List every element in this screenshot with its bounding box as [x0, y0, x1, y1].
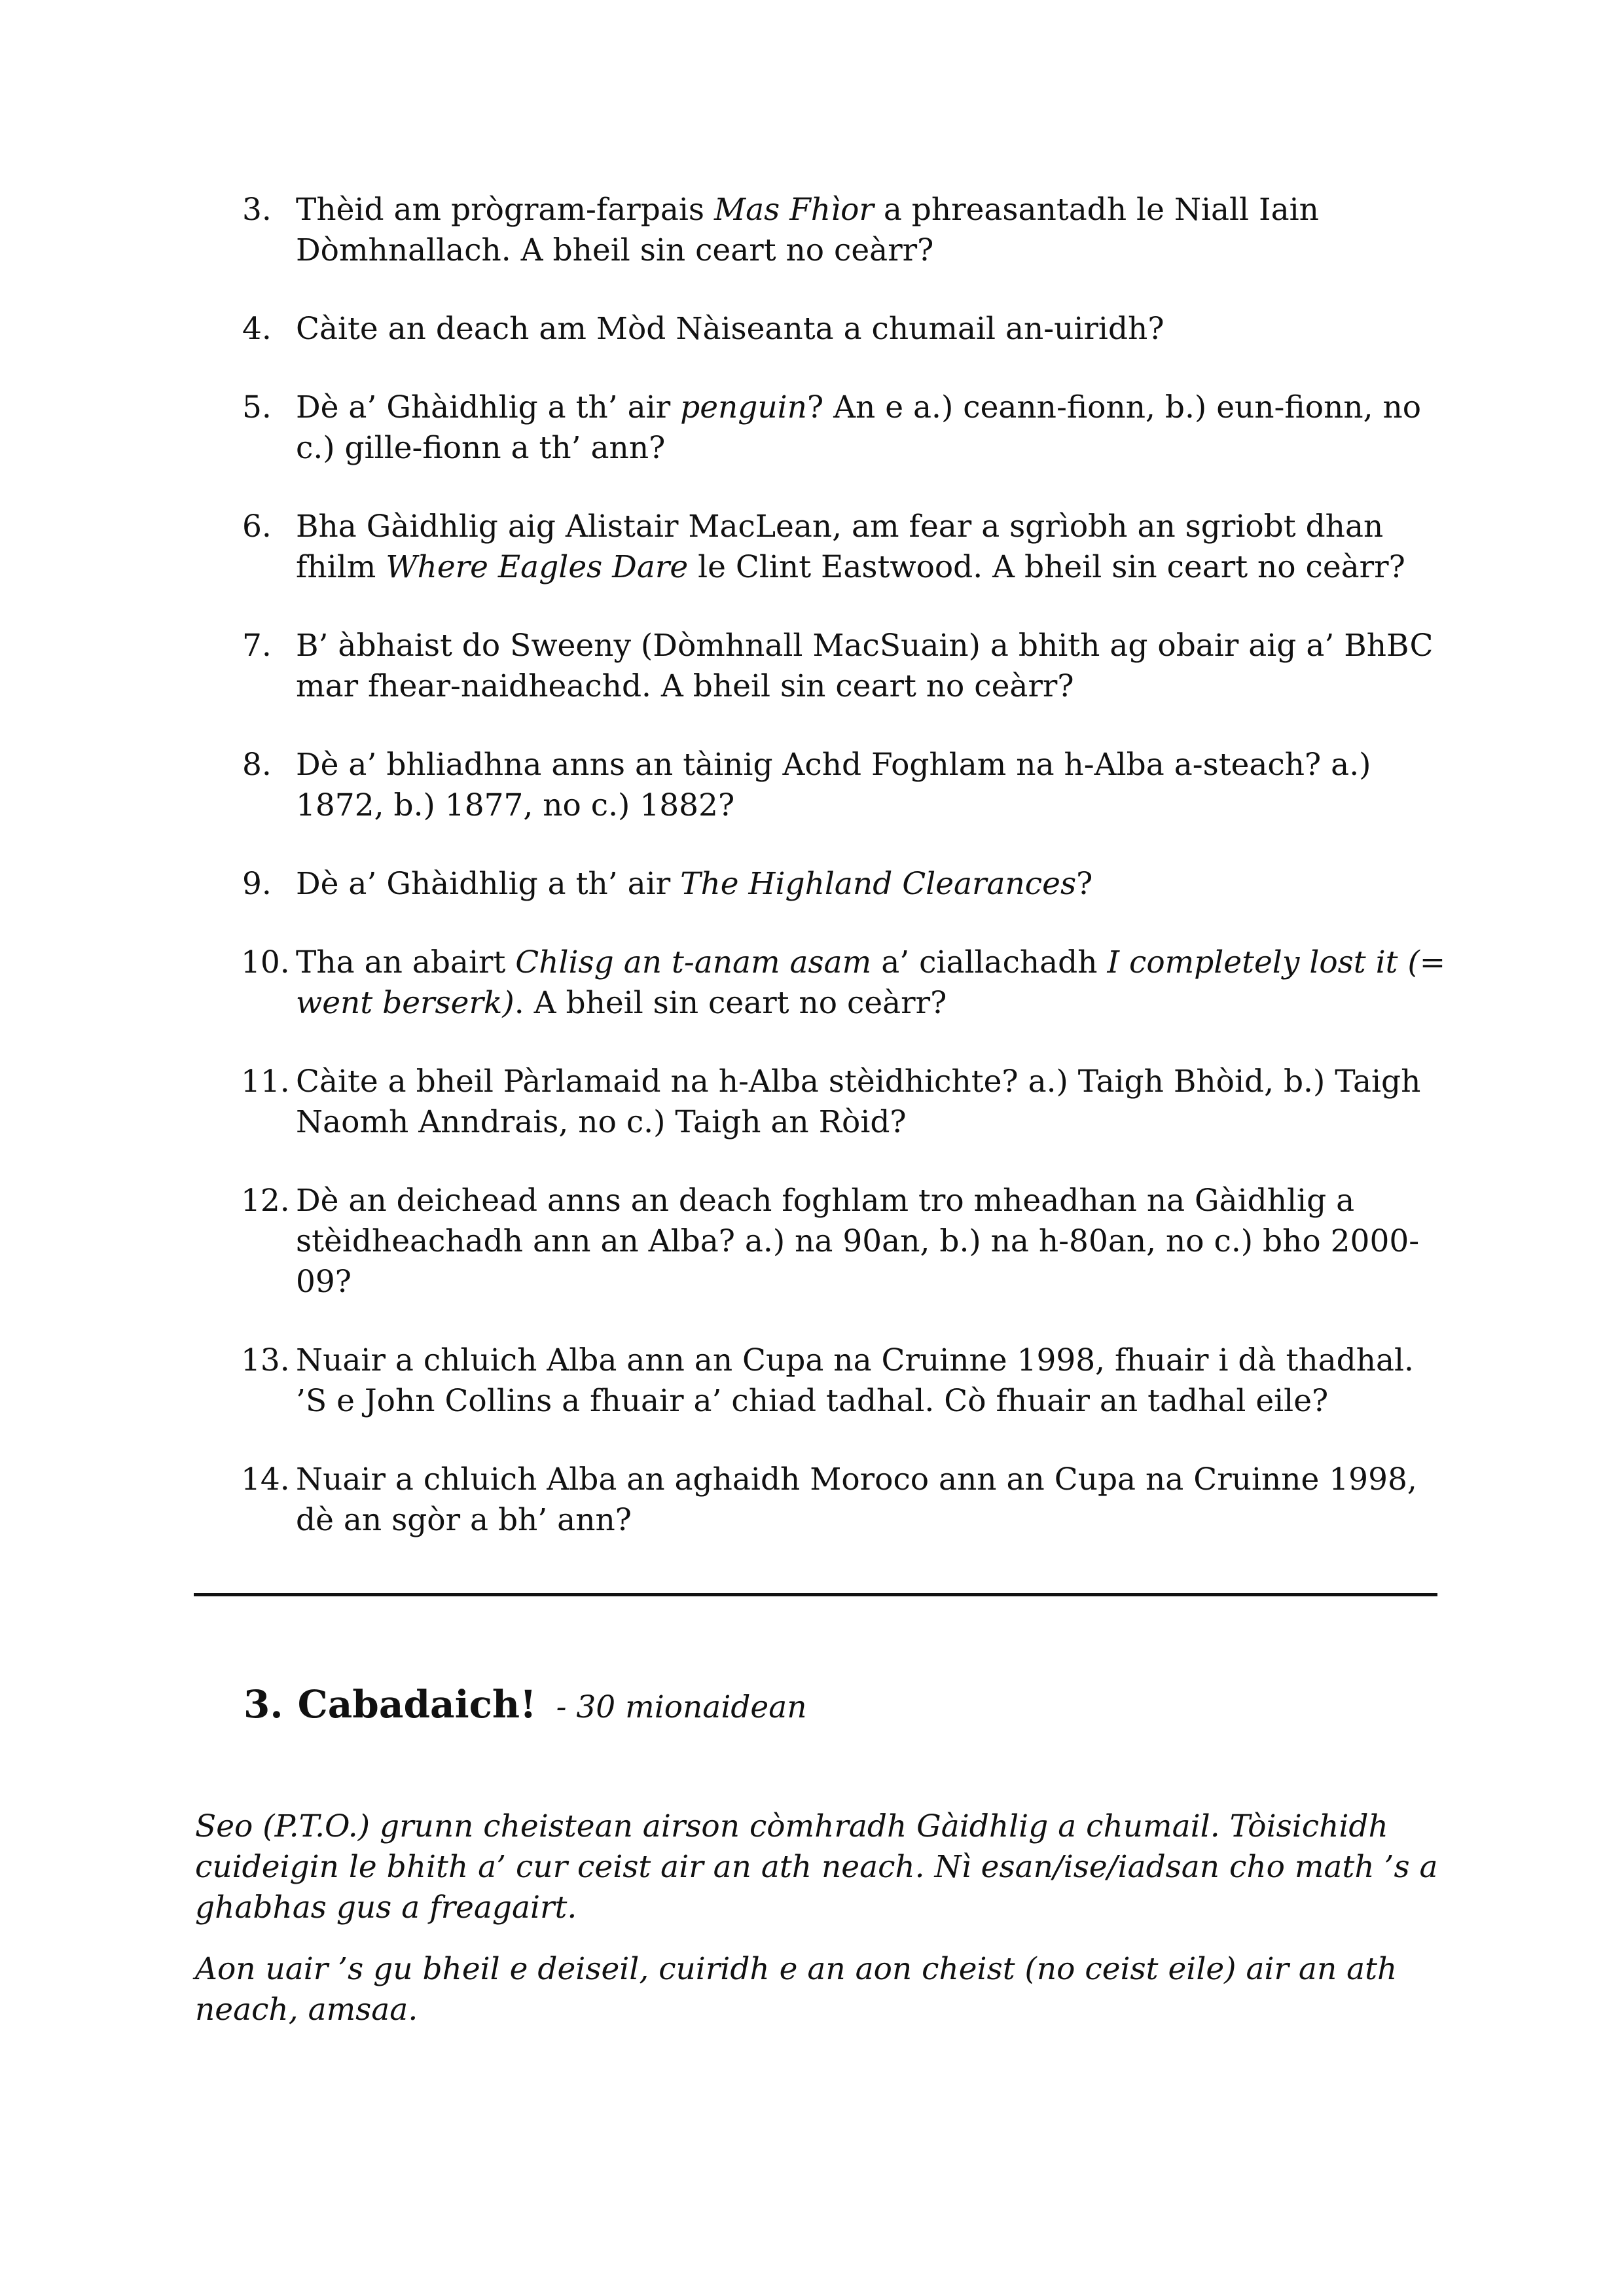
- question-number: 4.: [242, 311, 272, 347]
- section-number: 3.: [244, 1682, 283, 1727]
- quiz-question: [242, 1181, 1453, 1302]
- question-text-part: le Clint Eastwood. A bheil sin ceart no ceàrr?: [688, 549, 1405, 585]
- question-text-part: Dè an deichead anns an deach foghlam tro mheadhan na Gàidhlig a stèidheachadh ann an Alba? a.) na 90an, b.) na h-80an, no c.) bho 2000-09?: [296, 1183, 1420, 1300]
- quiz-question: [242, 864, 1453, 905]
- question-italic-text: I completely lost it (= went berserk): [296, 944, 1446, 1021]
- instruction-paragraph: Seo (P.T.O.) grunn cheistean airson còmhradh Gàidhlig a chumail. Tòisichidh cuideigin le bhith a’ cur ceist air an ath neach. Nì esan/ise/iadsan cho math ’s a ghabhas gus a freagairt.: [195, 1808, 1438, 1926]
- quiz-question: [242, 626, 1453, 707]
- question-text-part: Tha an abairt: [296, 944, 516, 980]
- section-divider: [194, 1593, 1437, 1596]
- quiz-question: [242, 309, 1453, 350]
- question-italic-text: Where Eagles Dare: [386, 549, 689, 585]
- question-number: 7.: [242, 628, 272, 664]
- quiz-question: [242, 1340, 1453, 1422]
- question-number: 13.: [241, 1342, 290, 1378]
- question-italic-text: The Highland Clearances: [680, 866, 1077, 902]
- instruction-paragraph: Aon uair ’s gu bheil e deiseil, cuiridh e an aon cheist (no ceist eile) air an ath neach, amsaa.: [195, 1951, 1398, 2028]
- quiz-question: [242, 745, 1453, 826]
- question-text-part: Nuair a chluich Alba ann an Cupa na Cruinne 1998, fhuair i dà thadhal. ’S e John Collins a fhuair a’ chiad tadhal. Cò fhuair an tadhal eile?: [296, 1342, 1414, 1419]
- question-text-part: Dè a’ Ghàidhlig a th’ air: [296, 389, 681, 425]
- quiz-question: [242, 1062, 1453, 1143]
- question-text: [296, 192, 1319, 268]
- quiz-question: [242, 387, 1453, 469]
- question-number: 9.: [242, 866, 272, 902]
- question-number: 6.: [242, 509, 272, 545]
- question-text-part: Càite a bheil Pàrlamaid na h-Alba stèidhichte? a.) Taigh Bhòid, b.) Taigh Naomh Anndrais, no c.) Taigh an Ròid?: [296, 1064, 1421, 1140]
- question-text: [296, 747, 1371, 823]
- section-heading: [244, 1682, 807, 1727]
- question-text: [296, 866, 1092, 902]
- question-number: 5.: [242, 389, 272, 425]
- question-number: 3.: [242, 192, 272, 228]
- quiz-question: [242, 507, 1453, 588]
- question-text: [296, 1183, 1419, 1300]
- question-text: [296, 389, 1421, 466]
- question-number: 11.: [241, 1064, 290, 1100]
- question-text-part: a phreasantadh le Niall Iain Dòmhnallach. A bheil sin ceart no ceàrr?: [296, 192, 1319, 268]
- question-italic-text: Mas Fhìor: [713, 192, 874, 228]
- question-text-part: . A bheil sin ceart no ceàrr?: [514, 985, 947, 1021]
- question-text-part: ?: [1076, 866, 1093, 902]
- question-number: 14.: [241, 1462, 290, 1498]
- question-text-part: Càite an deach am Mòd Nàiseanta a chumail an-uiridh?: [296, 311, 1164, 347]
- section-instructions: [195, 1806, 1439, 2051]
- quiz-question: [242, 1460, 1453, 1541]
- question-text-part: a’ ciallachadh: [871, 944, 1108, 980]
- question-text-part: Dè a’ Ghàidhlig a th’ air: [296, 866, 681, 902]
- section-duration: - 30 mionaidean: [556, 1689, 807, 1725]
- quiz-question: [242, 942, 1453, 1024]
- question-number: 12.: [241, 1183, 290, 1219]
- question-text: [296, 311, 1164, 347]
- question-text-part: Bha Gàidhlig aig Alistair MacLean, am fear a sgrìobh an sgriobt dhan fhilm: [296, 509, 1384, 585]
- question-italic-text: penguin: [680, 389, 807, 425]
- section-title: Cabadaich!: [297, 1682, 537, 1727]
- question-text: [296, 1342, 1414, 1419]
- quiz-question: [242, 190, 1453, 271]
- question-number: 8.: [242, 747, 272, 783]
- question-text-part: Nuair a chluich Alba an aghaidh Moroco ann an Cupa na Cruinne 1998, dè an sgòr a bh’ ann?: [296, 1462, 1417, 1538]
- question-number: 10.: [241, 944, 290, 980]
- question-text: [296, 944, 1445, 1021]
- question-text: [296, 509, 1405, 585]
- question-text-part: B’ àbhaist do Sweeny (Dòmhnall MacSuain) a bhith ag obair aig a’ BhBC mar fhear-naidheachd. A bheil sin ceart no ceàrr?: [296, 628, 1434, 704]
- question-text-part: Dè a’ bhliadhna anns an tàinig Achd Foghlam na h-Alba a-steach? a.) 1872, b.) 1877, no c.) 1882?: [296, 747, 1371, 823]
- quiz-question-list: [242, 190, 1453, 1579]
- question-text-part: ? An e a.) ceann-fionn, b.) eun-fionn, no c.) gille-fionn a th’ ann?: [296, 389, 1422, 466]
- question-text: [296, 1462, 1417, 1538]
- question-italic-text: Chlisg an t-anam asam: [515, 944, 872, 980]
- question-text: [296, 628, 1433, 704]
- question-text: [296, 1064, 1420, 1140]
- question-text-part: Thèid am prògram-farpais: [296, 192, 714, 228]
